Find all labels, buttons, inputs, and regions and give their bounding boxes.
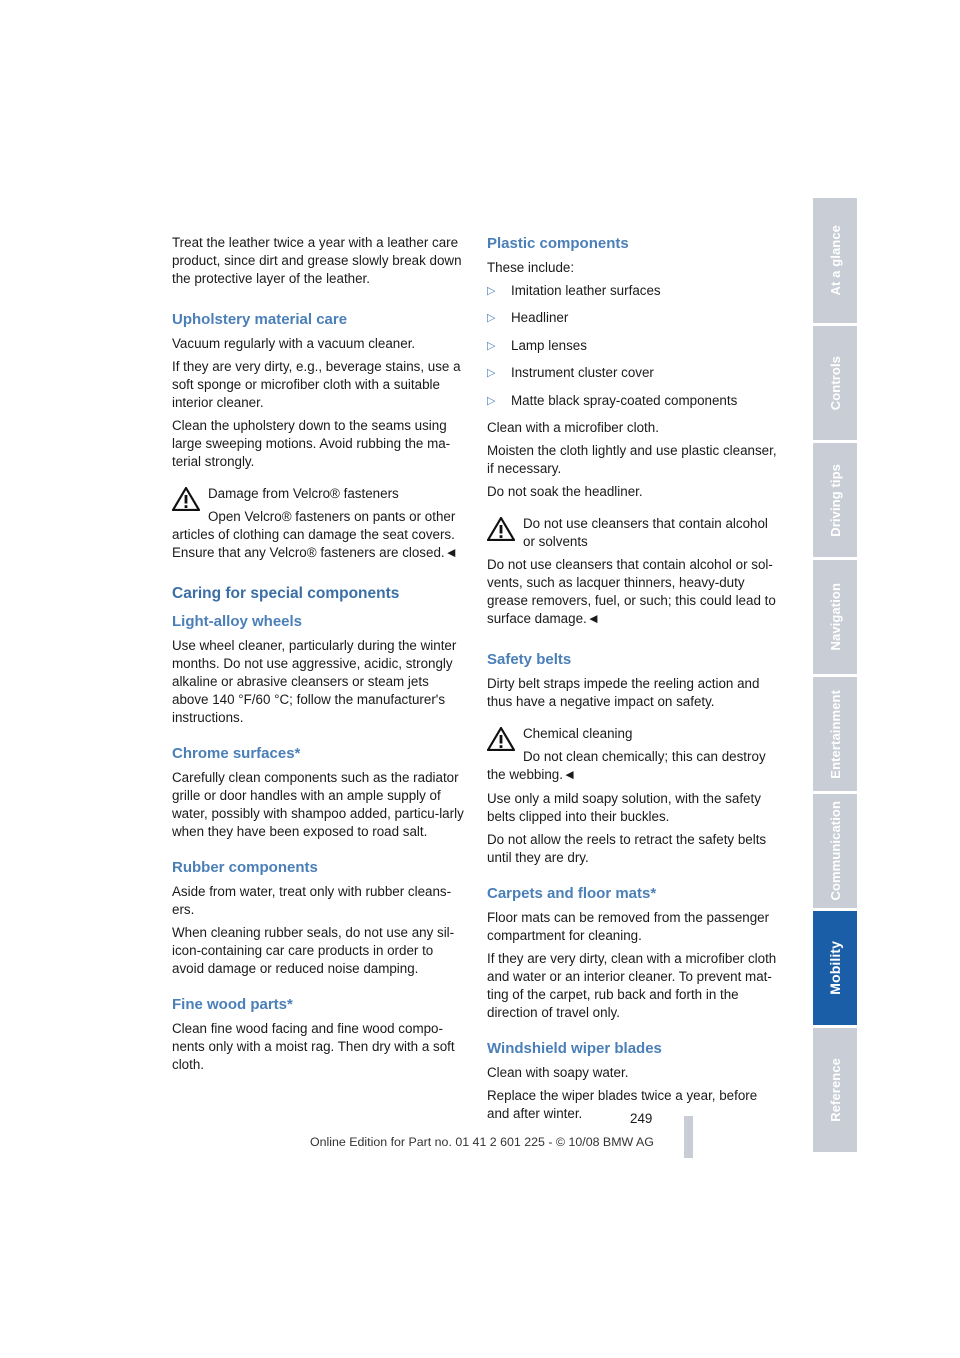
wiper-p1: Clean with soapy water. bbox=[487, 1064, 629, 1080]
list-item: ▷ Matte black spray-coated components bbox=[487, 392, 738, 408]
upholstery-p2: If they are very dirty, e.g., beverage stains, use a soft sponge or microfiber cloth with a suitable interior cleaner. bbox=[172, 359, 461, 410]
warning-triangle-icon bbox=[487, 517, 515, 541]
belts-heading: Safety belts bbox=[487, 650, 572, 668]
upholstery-heading: Upholstery material care bbox=[172, 311, 348, 328]
list-item: ▷ Instrument cluster cover bbox=[487, 365, 654, 381]
right-column bbox=[487, 234, 781, 1128]
special-components-heading: Caring for special components bbox=[172, 585, 400, 602]
page-marker-bar bbox=[684, 1116, 693, 1158]
chemical-warning-text: Do not clean chemically; this can destroy the webbing.◄ bbox=[487, 748, 766, 782]
triangle-bullet-icon: ▷ bbox=[487, 367, 496, 380]
upholstery-p3: Clean the upholstery down to the seams using large sweeping motions. Avoid rubbing the ma-terial strongly. bbox=[172, 418, 451, 469]
tab-mobility[interactable]: Mobility bbox=[813, 911, 857, 1025]
solvent-warning bbox=[487, 515, 781, 628]
velcro-warning-text: Open Velcro® fasteners on pants or other articles of clothing can damage the seat covers. Ensure that any Velcro® fasteners are closed.◄ bbox=[172, 509, 458, 560]
chemical-warning-title: Chemical cleaning bbox=[523, 725, 633, 741]
plastic-intro: These include: bbox=[487, 260, 575, 275]
triangle-bullet-icon: ▷ bbox=[487, 394, 496, 407]
wood-text: Clean fine wood facing and fine wood compo-nents only with a moist rag. Then dry with a soft cloth. bbox=[172, 1021, 455, 1072]
warning-triangle-icon bbox=[172, 487, 200, 511]
alloy-text: Use wheel cleaner, particularly during the winter months. Do not use aggressive, acidic, strongly alkaline or abrasive cleansers or steam jets above 140 °F/60 °C; follow the manufacturer's instructions. bbox=[172, 638, 457, 725]
belts-p3: Do not allow the reels to retract the safety belts until they are dry. bbox=[487, 831, 767, 865]
tab-reference[interactable]: Reference bbox=[813, 1028, 857, 1152]
list-item: ▷ Imitation leather surfaces bbox=[487, 283, 661, 298]
wiper-p2: Replace the wiper blades twice a year, before and after winter. bbox=[487, 1087, 758, 1121]
alloy-heading: Light-alloy wheels bbox=[172, 613, 303, 630]
chemical-warning bbox=[487, 725, 781, 784]
belts-p1: Dirty belt straps impede the reeling action and thus have a negative impact on safety. bbox=[487, 675, 760, 709]
list-item: ▷ Lamp lenses bbox=[487, 337, 587, 353]
triangle-bullet-icon: ▷ bbox=[487, 312, 496, 325]
plastic-p1: Clean with a microfiber cloth. bbox=[487, 419, 659, 435]
wood-heading: Fine wood parts* bbox=[172, 996, 293, 1013]
carpets-heading: Carpets and floor mats* bbox=[487, 884, 657, 902]
chrome-text: Carefully clean components such as the radiator grille or door handles with an ample supply of water, possibly with shampoo added, particu-larly when they have been exposed to road salt. bbox=[172, 770, 464, 839]
solvent-warning-title: Do not use cleansers that contain alcohol or solvents bbox=[523, 515, 768, 549]
rubber-heading: Rubber components bbox=[172, 859, 318, 876]
tab-entertainment[interactable]: Entertainment bbox=[813, 677, 857, 791]
section-tabs bbox=[813, 198, 857, 1155]
rubber-p2: When cleaning rubber seals, do not use any sil-icon-containing car care products in order to avoid damage or reduced noise damping. bbox=[172, 925, 455, 976]
triangle-bullet-icon: ▷ bbox=[487, 285, 496, 297]
plastic-p3: Do not soak the headliner. bbox=[487, 483, 643, 499]
chrome-heading: Chrome surfaces* bbox=[172, 745, 301, 762]
triangle-bullet-icon: ▷ bbox=[487, 339, 496, 352]
page-number: 249 bbox=[630, 1111, 653, 1126]
tab-driving-tips[interactable]: Driving tips bbox=[813, 443, 857, 557]
upholstery-p1: Vacuum regularly with a vacuum cleaner. bbox=[172, 336, 416, 351]
leather-intro: Treat the leather twice a year with a leather care product, since dirt and grease slowly break down the protective layer of the leather. bbox=[172, 235, 462, 286]
tab-communication[interactable]: Communication bbox=[813, 794, 857, 908]
plastic-heading: Plastic components bbox=[487, 235, 629, 252]
tab-at-a-glance[interactable]: At a glance bbox=[813, 198, 857, 323]
velcro-warning-title: Damage from Velcro® fasteners bbox=[208, 486, 399, 501]
carpets-p2: If they are very dirty, clean with a microfiber cloth and water or an interior cleaner. To prevent mat-ting of the carpet, rub back and forth in the direction of travel only. bbox=[487, 950, 777, 1020]
wiper-heading: Windshield wiper blades bbox=[487, 1039, 662, 1057]
footer-text: Online Edition for Part no. 01 41 2 601 225 - © 10/08 BMW AG bbox=[310, 1135, 654, 1149]
plastic-list bbox=[487, 282, 781, 410]
belts-p2: Use only a mild soapy solution, with the safety belts clipped into their buckles. bbox=[487, 790, 761, 824]
solvent-warning-text: Do not use cleansers that contain alcohol or sol-vents, such as lacquer thinners, heavy-duty grease removers, fuel, or such; this could lead to surface damage.◄ bbox=[487, 556, 776, 626]
list-item: ▷ Headliner bbox=[487, 310, 569, 326]
left-column bbox=[172, 234, 466, 1079]
rubber-p1: Aside from water, treat only with rubber cleans-ers. bbox=[172, 884, 452, 917]
carpets-p1: Floor mats can be removed from the passenger compartment for cleaning. bbox=[487, 909, 770, 943]
tab-controls[interactable]: Controls bbox=[813, 326, 857, 440]
plastic-p2: Moisten the cloth lightly and use plastic cleanser, if necessary. bbox=[487, 442, 777, 476]
warning-triangle-icon bbox=[487, 727, 515, 751]
tab-navigation[interactable]: Navigation bbox=[813, 560, 857, 674]
velcro-warning bbox=[172, 485, 466, 562]
